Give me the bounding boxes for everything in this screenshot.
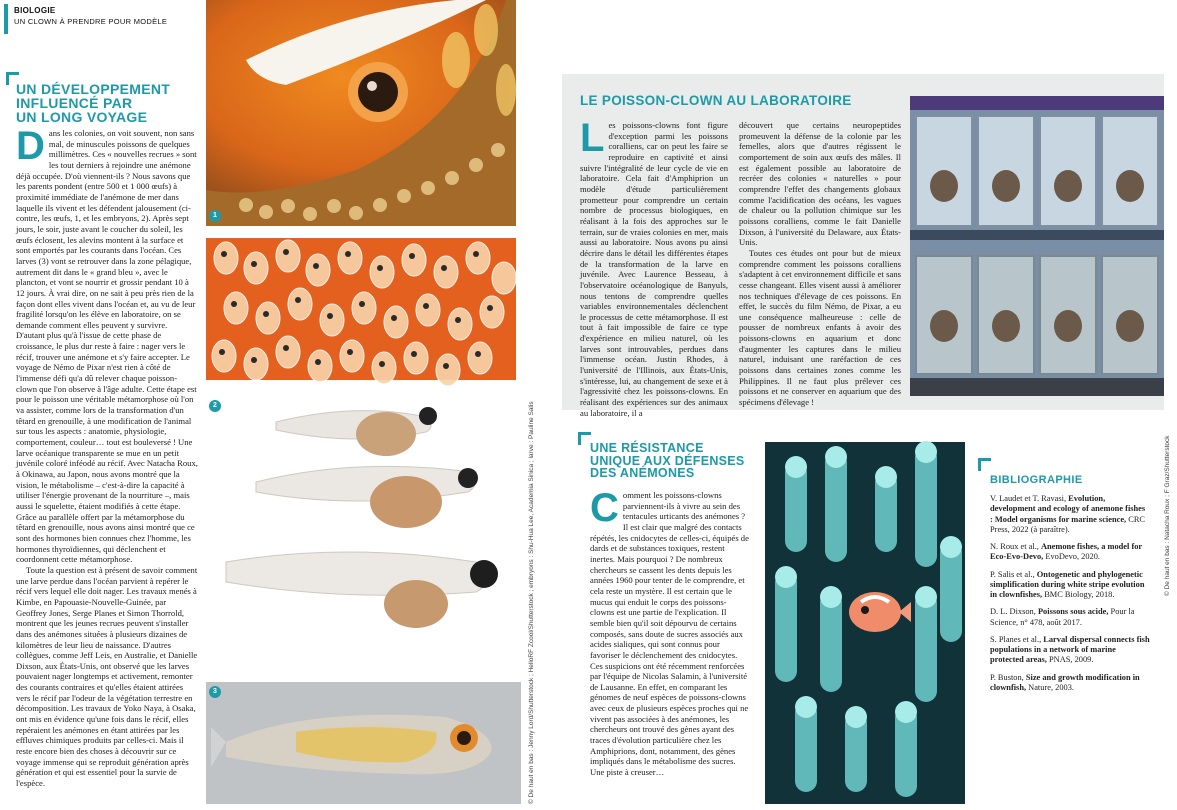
bibliography-entry <box>990 673 1150 694</box>
photo-clownfish-eggs <box>206 0 516 226</box>
section-title-voyage <box>16 82 196 124</box>
bibliography-entry <box>990 570 1150 601</box>
drop-cap: D <box>16 124 45 168</box>
title-line: DES ANÉMONES <box>590 466 695 480</box>
entry-authors: S. Planes et al., <box>990 634 1042 644</box>
title-line: UN LONG VOYAGE <box>16 109 148 125</box>
section-body-resistance <box>590 486 750 806</box>
drop-cap: C <box>590 486 619 530</box>
photo-credit-left: © De haut en bas : Jenny Lord/Shutterstock ; HelloRF Zcool/Shutterstock ; embryons : Shu-Hua Lee, Academia Sinica ; larve : Pauline Salis <box>528 401 535 804</box>
entry-title: Size and growth modification in clownfish, <box>990 672 1140 692</box>
entry-title: Poissons sous acide, <box>1037 607 1109 617</box>
drop-cap: L <box>580 116 605 160</box>
paragraph: découvert que certains neuropeptides promeuvent la défense de la colonie par les femelles, alors que d'autres régissent le comportement de soin aux œufs des mâles. Il est également possible au laboratoire de recréer des colonies « naturelles » pour comprendre l'effet des changements globaux comme l'acidification des océans, les vagues de chaleur ou la pollution chimique sur les poissons coralliens, comme le fait Danielle Dixson, à l'université du Delaware, aux États-Unis. <box>739 120 901 248</box>
bibliography-entry <box>990 635 1150 666</box>
header-accent-bar <box>4 4 8 34</box>
lab-column-1 <box>580 116 728 418</box>
photo-credit-right: © De haut en bas : Natacha Roux ; F Graz/Shutterstock <box>1164 435 1171 596</box>
entry-title: Larval dispersal connects fish populations in a network of marine protected areas, <box>990 634 1150 665</box>
photo-aquarium-tanks <box>910 96 1164 396</box>
lab-column-2 <box>739 120 901 410</box>
title-line: UNIQUE AUX DÉFENSES <box>590 453 745 468</box>
entry-source: PNAS, 2009. <box>1049 655 1094 665</box>
subrubric: UN CLOWN À PRENDRE POUR MODÈLE <box>14 17 168 26</box>
paragraph: omment les poissons-clowns parviennent-ils à vivre au sein des tentacules urticants des anémones ? Il est clair que malgré des contacts répétés, les cnidocytes de celles-ci, équipés de dards et de substances toxiques, restent inertes. Mais pourquoi ? De nombreux chercheurs se cassent les dents depuis les années 1960 pour tenter de le comprendre, et cela reste un mystère. Il est certain que le mucus qui enduit le corps des poissons-clowns est une partie de l'explication. Il semble bien qu'il soit dépourvu de certains composés, sans doute de sucres associés aux acides sialiques, qui sont connus pour favoriser le déclenchement des cnidocytes. Ces suspicions ont été récemment renforcées par l'équipe de Nicolas Salamin, à l'université de Lausanne. En effet, en comparant les génomes de neuf espèces de poissons-clowns avec ceux de plusieurs espèces proches qui ne vivent pas associées à des anémones, les chercheurs ont trouvé des gènes ayant des traces d'évolution particulière chez les Amphiprions, dont, notamment, des gènes impliqués dans le métabolisme des sucres. Une piste à creuser… <box>590 490 749 778</box>
entry-authors: P. Buston, <box>990 672 1024 682</box>
photo-embryos <box>206 392 516 672</box>
title-line: UN DÉVELOPPEMENT <box>16 81 171 97</box>
entry-authors: D. L. Dixson, <box>990 607 1036 617</box>
entry-title: Anemone fishes, a model for Eco-Evo-Devo, <box>990 542 1142 562</box>
entry-authors: P. Salis et al., <box>990 569 1035 579</box>
paragraph: Toutes ces études ont pour but de mieux comprendre comment les poissons coralliens s'adaptent à cet environnement difficile et sans cesse changeant. Elles visent aussi à améliorer nos techniques d'élevage de ces poissons. En effet, le succès du film Némo, de Pixar, a eu une conséquence malheureuse : celle de pousser de nombreux enfants à avoir des poissons-clowns en aquarium et donc d'augmenter les captures dans le milieu naturel, induisant une raréfaction de ces poissons dans certaines zones comme les Philippines. Il ne faut plus prélever ces poissons et ne conserver en aquarium que des spécimens d'élevage ! <box>739 247 901 408</box>
entry-title: Evolution, development and ecology of anemone fishes : Model organisms for marine science, <box>990 494 1146 524</box>
section-title-resistance <box>590 442 760 480</box>
title-line: INFLUENCÉ PAR <box>16 95 133 111</box>
photo-number-2: 2 <box>209 400 221 412</box>
biblio-corner-mark <box>978 458 991 471</box>
photo-larva <box>206 682 521 804</box>
photo-clownfish-anemone <box>765 442 965 804</box>
bibliography-title: BIBLIOGRAPHIE <box>990 474 1083 486</box>
entry-source: CRC Press, 2022 (à paraître). <box>990 514 1146 534</box>
rubric: BIOLOGIE <box>14 6 56 15</box>
entry-source: BMC Biology, 2018. <box>1044 590 1115 599</box>
entry-source: Nature, 2003. <box>1028 682 1074 692</box>
entry-authors: N. Roux et al., <box>990 542 1039 551</box>
photo-egg-cluster <box>206 238 516 380</box>
entry-title: Ontogenetic and phylogenetic simplification during white stripe evolution in clownfishes, <box>990 569 1145 599</box>
bibliography-entry <box>990 542 1150 563</box>
entry-source: Pour la Science, n° 478, août 2017. <box>990 607 1135 627</box>
bibliography-list <box>990 494 1150 700</box>
paragraph: es poissons-clowns font figure d'exception parmi les poissons coralliens, car on peut les faire se reproduire en captivité et ainsi suivre l'intégralité de leur cycle de vie en laboratoire. Cela fait d'Amphiprion un modèle d'étude particulièrement prometteur pour comprendre un certain nombre de processus biologiques, en réalisant à la fois des approches sur le terrain, sur de vraies colonies en mer, mais aussi au laboratoire. Nous avons pu ainsi décrire dans le détail les différentes étapes de la transformation de la larve en juvénile. Avec Laurence Besseau, à l'observatoire océanologique de Banyuls, nous tentons de comprendre quelles variables environnementales déclenchent le processus de cette métamorphose. Il est tout à fait impossible de faire ce type d'expérience en milieu naturel, où les larves sont introuvables, perdues dans l'immense océan. Justin Rhodes, à l'université de l'Illinois, aux États-Unis, s'intéresse, lui, au changement de sexe et à l'agressivité chez les poissons-clowns. En réalisant des expériences sur des animaux au laboratoire, il a <box>580 120 728 418</box>
entry-authors: V. Laudet et T. Ravasi, <box>990 494 1067 503</box>
bibliography-entry <box>990 607 1150 628</box>
section-body-voyage <box>16 124 198 804</box>
entry-source: EvoDevo, 2020. <box>1045 552 1101 562</box>
photo-number-1: 1 <box>209 210 221 222</box>
photo-number-3: 3 <box>209 686 221 698</box>
paragraph: Toute la question est à présent de savoir comment une larve perdue dans l'océan parvient à repérer le récif vers lequel elle doit nager. Les travaux menés à Kimbe, en Papouasie-Nouvelle-Guinée, par Geoffrey Jones, Serge Planes et Simon Thorrold, montrent que les jeunes recrues peuvent s'installer dans des anémones situées à plusieurs dizaines de kilomètres de leur lieu de naissance. D'autres collègues, comme Jeff Leis, en Australie, et Danielle Dixson, aux États-Unis, ont observé que les larves pouvaient nager longtemps et activement, remonter des courants contraires et qu'elles étaient attirées vers le récif par l'odeur de la végétation terrestre en décomposition. Les travaux de Yoko Naya, à Osaka, ont mis en évidence qu'une fois dans le récif, elles repéraient les anémones en étant attirées par les effluves chimiques produits par celles-ci. Mais il reste encore bien des choses à découvrir sur ce voyage immense qui se reproduit génération après génération et qui est essentiel pour la survie de l'espèce. <box>16 564 198 789</box>
title-line: UNE RÉSISTANCE <box>590 441 704 455</box>
lab-title: LE POISSON-CLOWN AU LABORATOIRE <box>580 93 852 108</box>
bibliography-entry <box>990 494 1150 535</box>
paragraph: ans les colonies, on voit souvent, non sans mal, de minuscules poissons de quelques millimètres. Ces « nouvelles recrues » sont les tout derniers à rejoindre une anémone déjà occupée. D'où viennent-ils ? Nous savons que les parents pondent (entre 500 et 1 000 œufs) à proximité immédiate de l'anémone de mer dans laquelle ils vivent et les défendent jalousement (ci-contre, les œufs, 1, et les embryons, 2). Après sept jours, le soir, juste avant le coucher du soleil, les œufs éclosent, les alevins montent à la surface et sont emportés par les courants dans l'océan. Ces larves (3) vont se retrouver dans la zone pélagique, autrement dit dans le « grand bleu », avec le plancton, et vont se nourrir et grossir pendant 10 à 12 jours. À vrai dire, on ne sait à peu près rien de la façon dont elles vivent dans l'océan et, au vu de leur fragilité lorsqu'on les élève en laboratoire, on se demande comment elles peuvent y survivre. D'autant plus qu'à l'issue de cette phase de croissance, le plus dur reste à faire : nager vers le récif, trouver une anémone et s'y faire accepter. Le voyage de Némo de Pixar n'est rien à côté de l'immense défi qu'a dû relever chaque poisson-clown que l'on observe à l'âge adulte. Cette étape est pour le poisson une véritable métamorphose où l'on va assister, comme lors de la transformation d'un têtard en grenouille, à une modification de l'animal sur tous les aspects : anatomie, physiologie, comportement, couleur… tout est bouleversé ! Une larve océanique transparente se mue en un petit juvénile coloré inféodé au récif. Avec Natacha Roux, à Okinawa, au Japon, nous avons montré que la vision, le métabolisme – c'est-à-dire la capacité à utiliser l'énergie provenant de la nourriture –, mais aussi le squelette, étaient modifiés à cette étape. Grâce au parallèle offert par la métamorphose du têtard en grenouille, nous avons ainsi montré que ce sont des hormones bien connues chez l'homme, les hormones thyroïdiennes, qui déclenchent et coordonnent cette métamorphose. <box>16 128 198 565</box>
